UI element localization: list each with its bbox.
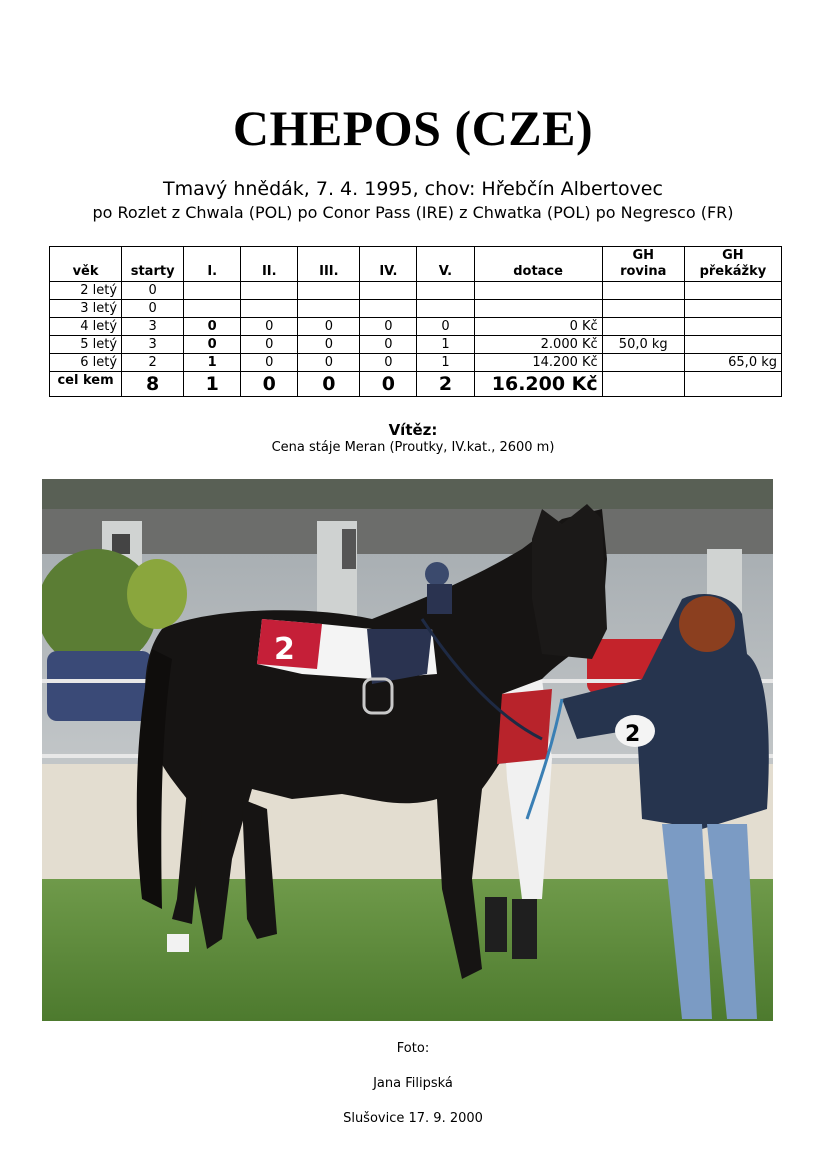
cell-gh-jump: 65,0 kg — [684, 354, 781, 372]
cell-place-2 — [241, 282, 298, 300]
cell-place-2 — [241, 300, 298, 318]
cell-starts: 2 — [122, 354, 184, 372]
cell-place-4: 0 — [360, 354, 417, 372]
total-place-1: 1 — [184, 372, 241, 397]
cell-starts: 3 — [122, 336, 184, 354]
cell-gh-jump — [684, 336, 781, 354]
cell-place-5 — [417, 300, 474, 318]
total-label: cel kem — [50, 372, 122, 397]
total-place-5: 2 — [417, 372, 474, 397]
total-place-4: 0 — [360, 372, 417, 397]
header-place-2: II. — [241, 247, 298, 282]
cell-place-2: 0 — [241, 318, 298, 336]
header-age: věk — [50, 247, 122, 282]
page-title: CHEPOS (CZE) — [232, 100, 594, 156]
table-row — [50, 282, 782, 300]
winner-heading: Vítěz: — [388, 421, 438, 439]
total-prize: 16.200 Kč — [474, 372, 602, 397]
cell-prize: 0 Kč — [474, 318, 602, 336]
cell-place-1 — [184, 282, 241, 300]
cell-place-4: 0 — [360, 336, 417, 354]
cell-age: 3 letý — [50, 300, 122, 318]
armband-number: 2 — [625, 722, 641, 747]
header-gh-jump — [684, 247, 781, 282]
horse-description: Tmavý hnědák, 7. 4. 1995, chov: Hřebčín Albertovec — [163, 178, 663, 200]
cell-place-3: 0 — [298, 336, 360, 354]
table-total-row — [50, 372, 782, 397]
horse-pedigree: po Rozlet z Chwala (POL) po Conor Pass (IRE) z Chwatka (POL) po Negresco (FR) — [92, 203, 734, 222]
cell-starts: 0 — [122, 282, 184, 300]
race-record-table — [49, 246, 782, 397]
table-row — [50, 354, 782, 372]
header-starts: starty — [122, 247, 184, 282]
cell-place-5 — [417, 282, 474, 300]
cell-prize: 2.000 Kč — [474, 336, 602, 354]
saddle-number: 2 — [274, 632, 295, 667]
cell-prize — [474, 300, 602, 318]
cell-age: 5 letý — [50, 336, 122, 354]
header-place-5: V. — [417, 247, 474, 282]
cell-place-5: 1 — [417, 336, 474, 354]
cell-place-3: 0 — [298, 318, 360, 336]
photo-place-date: Slušovice 17. 9. 2000 — [343, 1111, 483, 1126]
cell-gh-jump — [684, 282, 781, 300]
photo-caption-label: Foto: — [396, 1041, 430, 1056]
cell-place-4 — [360, 282, 417, 300]
cell-prize — [474, 282, 602, 300]
header-gh-flat-bottom: rovina — [620, 264, 667, 279]
total-place-3: 0 — [298, 372, 360, 397]
cell-place-2: 0 — [241, 354, 298, 372]
cell-place-3: 0 — [298, 354, 360, 372]
photo-author: Jana Filipská — [373, 1076, 453, 1091]
cell-starts: 3 — [122, 318, 184, 336]
cell-gh-flat — [602, 282, 684, 300]
cell-gh-flat — [602, 300, 684, 318]
cell-place-4 — [360, 300, 417, 318]
table-header-row — [50, 247, 782, 282]
cell-place-3 — [298, 282, 360, 300]
winner-race: Cena stáje Meran (Proutky, IV.kat., 2600 m) — [271, 440, 555, 455]
total-gh-flat — [602, 372, 684, 397]
cell-age: 6 letý — [50, 354, 122, 372]
header-gh-flat — [602, 247, 684, 282]
table-row — [50, 300, 782, 318]
cell-place-1 — [184, 300, 241, 318]
cell-gh-flat — [602, 354, 684, 372]
cell-age: 4 letý — [50, 318, 122, 336]
cell-gh-jump — [684, 300, 781, 318]
table-row — [50, 318, 782, 336]
cell-place-1: 1 — [184, 354, 241, 372]
cell-gh-flat: 50,0 kg — [602, 336, 684, 354]
cell-prize: 14.200 Kč — [474, 354, 602, 372]
header-gh-jump-top: GH — [722, 248, 744, 263]
header-gh-flat-top: GH — [632, 248, 654, 263]
cell-place-4: 0 — [360, 318, 417, 336]
cell-place-3 — [298, 300, 360, 318]
total-gh-jump — [684, 372, 781, 397]
cell-place-1: 0 — [184, 336, 241, 354]
header-gh-jump-bottom: překážky — [699, 264, 767, 279]
cell-place-5: 0 — [417, 318, 474, 336]
cell-starts: 0 — [122, 300, 184, 318]
header-place-3: III. — [298, 247, 360, 282]
header-place-4: IV. — [360, 247, 417, 282]
total-starts: 8 — [122, 372, 184, 397]
total-place-2: 0 — [241, 372, 298, 397]
cell-place-5: 1 — [417, 354, 474, 372]
cell-place-1: 0 — [184, 318, 241, 336]
horse-photo — [42, 479, 773, 1021]
header-place-1: I. — [184, 247, 241, 282]
cell-place-2: 0 — [241, 336, 298, 354]
cell-age: 2 letý — [50, 282, 122, 300]
cell-gh-jump — [684, 318, 781, 336]
header-prize: dotace — [474, 247, 602, 282]
cell-gh-flat — [602, 318, 684, 336]
table-row — [50, 336, 782, 354]
